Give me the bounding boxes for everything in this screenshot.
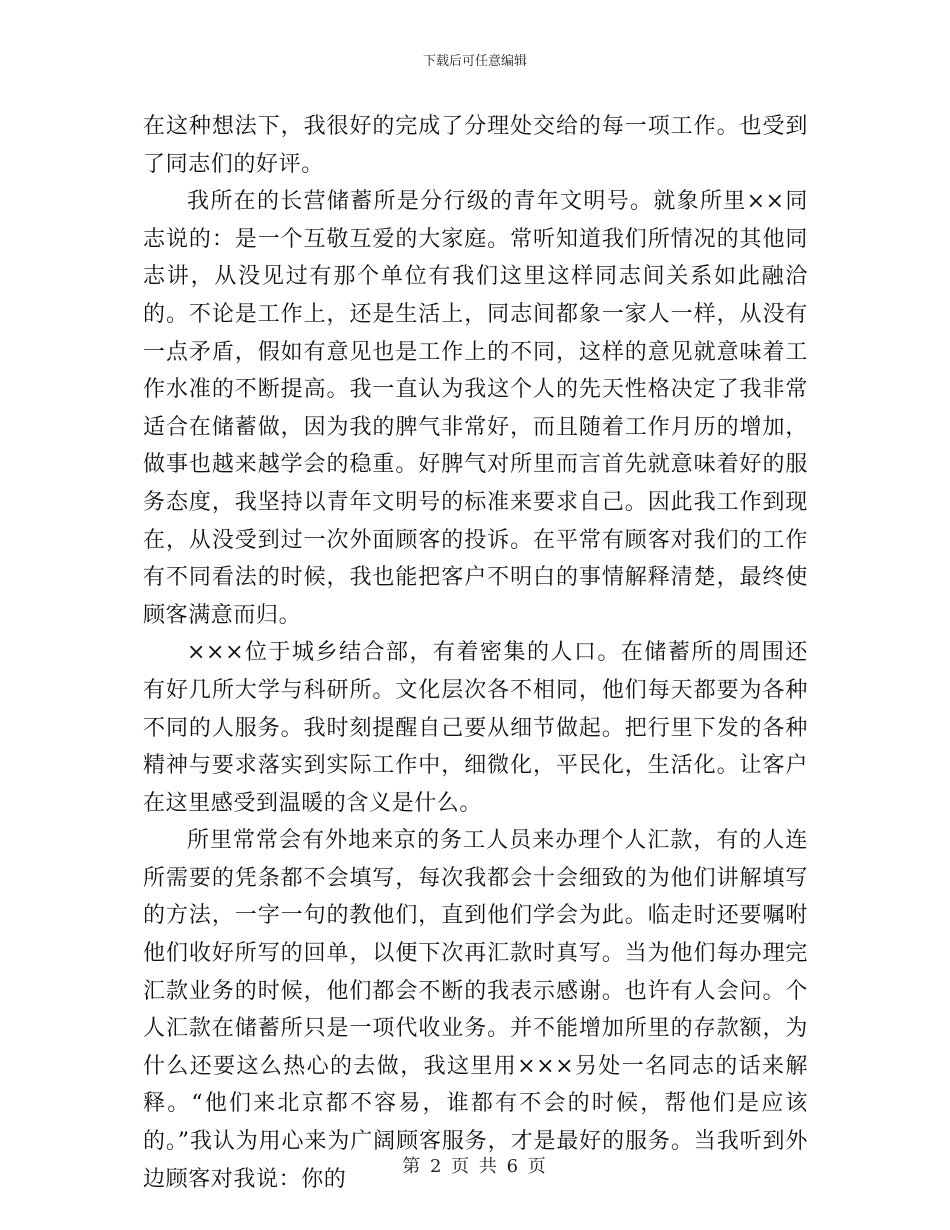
paragraph-3: ×××位于城乡结合部，有着密集的人口。在储蓄所的周围还有好几所大学与科研所。文化层次各不相同，他们每天都要为各种不同的人服务。我时刻提醒自己要从细节做起。把行里下发的各种精神与要求落实到实际工作中，细微化，平民化，生活化。让客户在这里感受到温暖的含义是什么。 [143,640,808,816]
paragraph-2: 我所在的长营储蓄所是分行级的青年文明号。就象所里××同志说的：是一个互敬互爱的大家庭。常听知道我们所情况的其他同志讲，从没见过有那个单位有我们这里这样同志间关系如此融洽的。不论是工作上，还是生活上，同志间都象一家人一样，从没有一点矛盾，假如有意见也是工作上的不同，这样的意见就意味着工作水准的不断提高。我一直认为我这个人的先天性格决定了我非常适合在储蓄做，因为我的脾气非常好，而且随着工作月历的增加，做事也越来越学会的稳重。好脾气对所里而言首先就意味着好的服务态度，我坚持以青年文明号的标准来要求自己。因此我工作到现在，从没受到过一次外面顾客的投诉。在平常有顾客对我们的工作有不同看法的时候，我也能把客户不明白的事情解释清楚，最终使顾客满意而归。 [143,189,808,628]
paragraph-4: 所里常常会有外地来京的务工人员来办理个人汇款，有的人连所需要的凭条都不会填写，每次我都会十会细致的为他们讲解填写的方法，一字一句的教他们，直到他们学会为此。临走时还要嘱咐他们收好所写的回单，以便下次再汇款时真写。当为他们每办理完汇款业务的时候，他们都会不断的我表示感谢。也许有人会问。个人汇款在储蓄所只是一项代收业务。并不能增加所里的存款额，为什么还要这么热心的去做，我这里用×××另处一名同志的话来解释。“他们来北京都不容易，谁都有不会的时候，帮他们是应该的。”我认为用心来为广阔顾客服务，才是最好的服务。当我听到外边顾客对我说：你的 [143,828,808,1192]
page-header: 下载后可任意编辑 [422,54,527,69]
page-number-footer: 第 2 页 共 6 页 [402,1156,548,1177]
document-body [143,108,808,1198]
paragraph-1: 在这种想法下，我很好的完成了分理处交给的每一项工作。也受到了同志们的好评。 [143,114,808,177]
